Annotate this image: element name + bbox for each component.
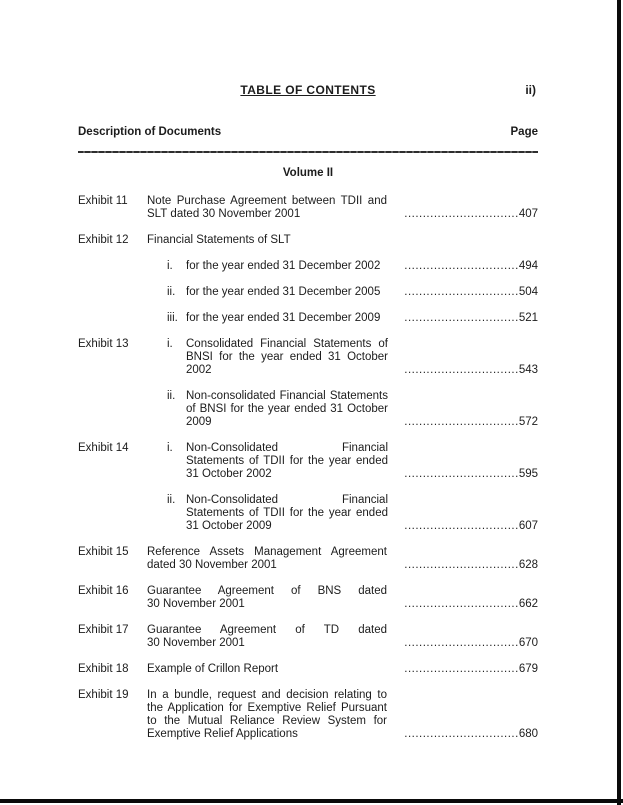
item-description: Note Purchase Agreement between TDII and SLT dated 30 November 2001 bbox=[147, 195, 387, 220]
page-number: 679 bbox=[518, 663, 538, 675]
page-number: 670 bbox=[518, 637, 538, 649]
table-row bbox=[78, 286, 538, 299]
table-row bbox=[78, 442, 538, 481]
item-description: Financial Statements of SLT bbox=[147, 234, 291, 246]
item-numeral: i. bbox=[167, 338, 173, 350]
dot-leader bbox=[404, 260, 519, 273]
exhibit-label: Exhibit 12 bbox=[78, 234, 129, 246]
table-row bbox=[78, 260, 538, 273]
table-row bbox=[78, 234, 538, 247]
dot-leader bbox=[404, 468, 519, 481]
dot-leader bbox=[403, 728, 519, 741]
exhibit-label: Exhibit 18 bbox=[78, 663, 129, 675]
table-row bbox=[78, 494, 538, 533]
dot-leader bbox=[404, 286, 519, 299]
page-ref bbox=[387, 598, 538, 611]
table-row bbox=[78, 624, 538, 650]
page-number: 407 bbox=[518, 208, 538, 220]
page-ref bbox=[387, 728, 538, 741]
item-numeral: ii. bbox=[167, 390, 176, 402]
page-ref bbox=[388, 520, 538, 533]
exhibit-label: Exhibit 15 bbox=[78, 546, 129, 558]
dot-leader bbox=[404, 364, 519, 377]
page-ref bbox=[388, 364, 538, 377]
item-numeral: ii. bbox=[167, 286, 176, 298]
table-row bbox=[78, 546, 538, 572]
page-number: 521 bbox=[518, 312, 538, 324]
column-headers bbox=[78, 126, 538, 139]
exhibit-label: Exhibit 14 bbox=[78, 442, 129, 454]
exhibit-label: Exhibit 13 bbox=[78, 338, 129, 350]
dot-leader bbox=[403, 559, 519, 572]
dot-leader bbox=[403, 598, 519, 611]
page-content bbox=[78, 84, 538, 754]
page-column-header: Page bbox=[510, 126, 538, 138]
page-ref bbox=[387, 208, 538, 221]
page-ref bbox=[387, 637, 538, 650]
table-row bbox=[78, 585, 538, 611]
table-row bbox=[78, 663, 538, 676]
page-number: 572 bbox=[518, 416, 538, 428]
item-numeral: iii. bbox=[167, 312, 178, 324]
title-row bbox=[78, 84, 538, 98]
exhibit-label: Exhibit 16 bbox=[78, 585, 129, 597]
description-column-header: Description of Documents bbox=[78, 126, 222, 138]
page-number: 595 bbox=[518, 468, 538, 480]
page-ref bbox=[388, 260, 538, 273]
folio-marker: ii) bbox=[525, 83, 536, 97]
item-description: Guarantee Agreement of BNS dated 30 November 2001 bbox=[147, 585, 387, 610]
item-description: Reference Assets Management Agreement dated 30 November 2001 bbox=[147, 546, 387, 571]
exhibit-label: Exhibit 19 bbox=[78, 689, 129, 701]
dot-leader bbox=[404, 416, 519, 429]
page-ref bbox=[388, 286, 538, 299]
scan-border-bottom bbox=[0, 799, 623, 803]
dot-leader bbox=[403, 663, 519, 676]
page-number: 494 bbox=[518, 260, 538, 272]
exhibit-label: Exhibit 11 bbox=[78, 195, 128, 207]
page-ref bbox=[388, 468, 538, 481]
item-description: Non-Consolidated Financial Statements of TDII for the year ended 31 October 2009 bbox=[186, 494, 388, 532]
dot-leader bbox=[403, 208, 519, 221]
page-number: 628 bbox=[518, 559, 538, 571]
divider bbox=[78, 151, 538, 153]
item-description: Non-consolidated Financial Statements of BNSI for the year ended 31 October 2009 bbox=[186, 390, 388, 428]
dot-leader bbox=[404, 520, 519, 533]
item-description: In a bundle, request and decision relating to the Application for Exemptive Relief Pursuant to the Mutual Reliance Review System for Exemptive Relief Applications bbox=[147, 689, 387, 740]
page-ref bbox=[388, 312, 538, 325]
item-description: Non-Consolidated Financial Statements of TDII for the year ended 31 October 2002 bbox=[186, 442, 388, 480]
page-ref bbox=[387, 663, 538, 676]
page-ref bbox=[388, 416, 538, 429]
table-row bbox=[78, 195, 538, 221]
table-row bbox=[78, 689, 538, 741]
item-numeral: i. bbox=[167, 442, 173, 454]
page-number: 504 bbox=[518, 286, 538, 298]
item-description: for the year ended 31 December 2002 bbox=[186, 260, 381, 272]
scan-border-right bbox=[617, 0, 621, 805]
item-description: for the year ended 31 December 2005 bbox=[186, 286, 381, 298]
item-description: Example of Crillon Report bbox=[147, 663, 279, 675]
page-ref bbox=[387, 559, 538, 572]
item-numeral: ii. bbox=[167, 494, 176, 506]
page-number: 680 bbox=[518, 728, 538, 740]
page-number: 543 bbox=[518, 364, 538, 376]
table-row bbox=[78, 338, 538, 377]
page-number: 607 bbox=[518, 520, 538, 532]
section-title: Volume II bbox=[282, 167, 334, 179]
dot-leader bbox=[403, 637, 519, 650]
dot-leader bbox=[404, 312, 519, 325]
item-description: Consolidated Financial Statements of BNSI for the year ended 31 October 2002 bbox=[186, 338, 388, 376]
item-description: Guarantee Agreement of TD dated 30 November 2001 bbox=[147, 624, 387, 649]
page-number: 662 bbox=[518, 598, 538, 610]
table-row bbox=[78, 390, 538, 429]
item-numeral: i. bbox=[167, 260, 173, 272]
page-title: TABLE OF CONTENTS bbox=[240, 83, 376, 97]
table-row bbox=[78, 312, 538, 325]
item-description: for the year ended 31 December 2009 bbox=[186, 312, 381, 324]
exhibit-label: Exhibit 17 bbox=[78, 624, 129, 636]
